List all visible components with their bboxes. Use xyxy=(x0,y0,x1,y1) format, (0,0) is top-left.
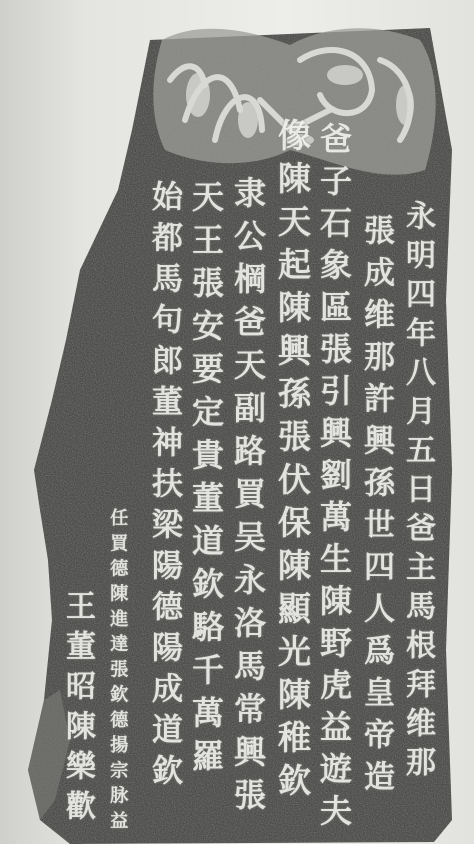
inscription-column-6: 天王張安要定貴董道欽駱千萬羅 xyxy=(187,180,225,782)
inscription-column-4: 像陳天起陳興孫張伏保陳顯光陳稚欽 xyxy=(273,118,312,806)
inscription-column-7: 始都馬句郎董神扶梁陽德陽成道欽 xyxy=(146,180,182,795)
inscription-column-2: 張成维那許興孫世四人爲皇帝造 xyxy=(358,214,394,802)
inscription-column-9: 王董昭陳樂歡 xyxy=(60,590,95,830)
inscription-column-8: 任買德陳進達張欽德揚宗脉益 xyxy=(107,508,129,836)
inscription-column-5: 隶公棡爸天副路買吴永洛馬常興張 xyxy=(229,176,267,821)
inscription-column-3: 爸子石象區張引興劉萬生陳野虎益遊夫 xyxy=(315,122,353,836)
inscription-column-1: 永明四年八月五日爸主馬根拜维那 xyxy=(400,200,435,785)
